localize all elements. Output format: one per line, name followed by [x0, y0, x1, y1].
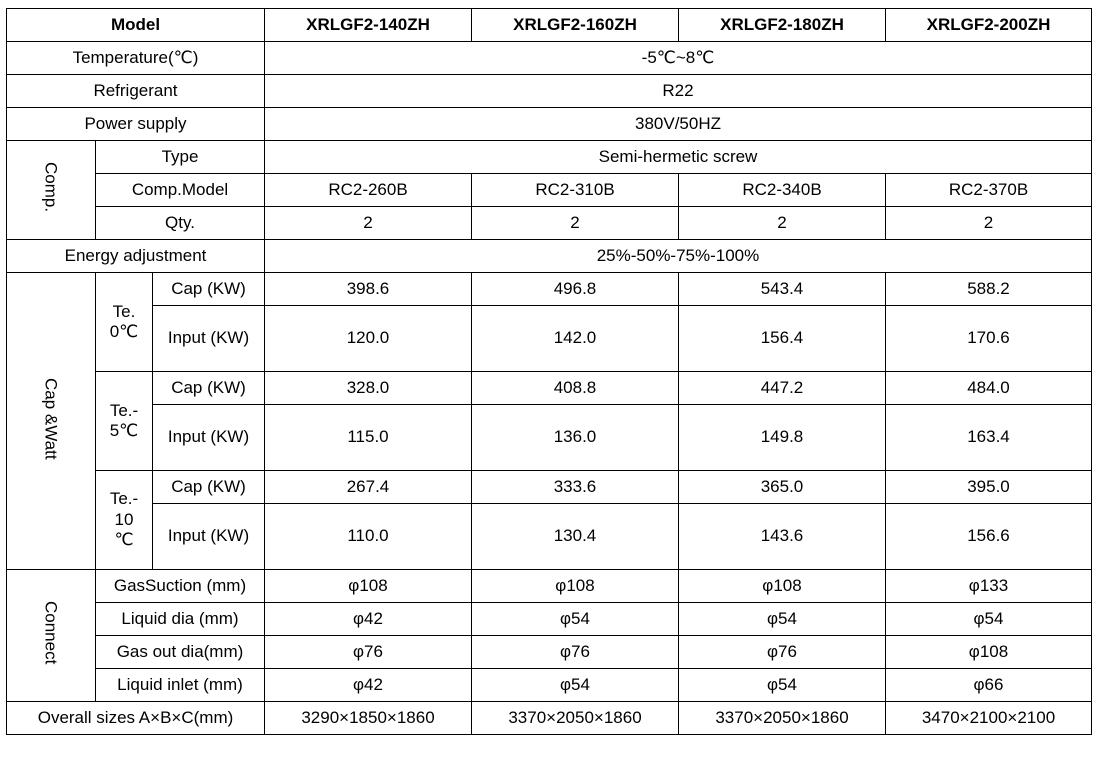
te10-input-3: 143.6: [679, 504, 886, 570]
comp-qty-2: 2: [472, 207, 679, 240]
liquid-dia-3: φ54: [679, 603, 886, 636]
liquid-dia-label: Liquid dia (mm): [96, 603, 265, 636]
te10-cap-1: 267.4: [265, 471, 472, 504]
comp-model-2: RC2-310B: [472, 174, 679, 207]
te10-cap-label: Cap (KW): [153, 471, 265, 504]
te5-cap-1: 328.0: [265, 372, 472, 405]
te5-cap-2: 408.8: [472, 372, 679, 405]
model-2-header: XRLGF2-160ZH: [472, 9, 679, 42]
gas-suction-label: GasSuction (mm): [96, 570, 265, 603]
overall-2: 3370×2050×1860: [472, 702, 679, 735]
gas-suction-4: φ133: [886, 570, 1092, 603]
model-1-header: XRLGF2-140ZH: [265, 9, 472, 42]
gas-out-3: φ76: [679, 636, 886, 669]
te0-input-4: 170.6: [886, 306, 1092, 372]
comp-qty-4: 2: [886, 207, 1092, 240]
te0-cap-2: 496.8: [472, 273, 679, 306]
temperature-value: -5℃~8℃: [265, 42, 1092, 75]
gas-out-label: Gas out dia(mm): [96, 636, 265, 669]
power-label: Power supply: [7, 108, 265, 141]
connect-group-label: Connect: [41, 601, 61, 665]
te0-line1: Te.: [112, 301, 136, 321]
energy-label: Energy adjustment: [7, 240, 265, 273]
liquid-inlet-label: Liquid inlet (mm): [96, 669, 265, 702]
liquid-dia-row: [7, 603, 1092, 636]
spec-table: [6, 8, 1092, 735]
header-row: [7, 9, 1092, 42]
te10-cap-4: 395.0: [886, 471, 1092, 504]
gas-out-row: [7, 636, 1092, 669]
energy-row: [7, 240, 1092, 273]
liquid-inlet-2: φ54: [472, 669, 679, 702]
gas-suction-1: φ108: [265, 570, 472, 603]
comp-model-4: RC2-370B: [886, 174, 1092, 207]
te5-input-row: [7, 405, 1092, 471]
te0-input-3: 156.4: [679, 306, 886, 372]
liquid-dia-1: φ42: [265, 603, 472, 636]
overall-3: 3370×2050×1860: [679, 702, 886, 735]
temperature-label: Temperature(℃): [7, 42, 265, 75]
te0-input-row: [7, 306, 1092, 372]
comp-qty-1: 2: [265, 207, 472, 240]
comp-type-label: Type: [96, 141, 265, 174]
liquid-inlet-3: φ54: [679, 669, 886, 702]
te5-input-1: 115.0: [265, 405, 472, 471]
cap-group-label: Cap &Watt: [41, 377, 61, 460]
gas-suction-2: φ108: [472, 570, 679, 603]
te5-cap-label: Cap (KW): [153, 372, 265, 405]
te10-input-row: [7, 504, 1092, 570]
liquid-dia-2: φ54: [472, 603, 679, 636]
comp-type-row: [7, 141, 1092, 174]
te5-label: [96, 372, 153, 471]
comp-model-3: RC2-340B: [679, 174, 886, 207]
te0-input-label: Input (KW): [153, 306, 265, 372]
te10-cap-2: 333.6: [472, 471, 679, 504]
te10-label: [96, 471, 153, 570]
gas-out-4: φ108: [886, 636, 1092, 669]
temperature-row: [7, 42, 1092, 75]
te5-cap-3: 447.2: [679, 372, 886, 405]
energy-value: 25%-50%-75%-100%: [265, 240, 1092, 273]
gas-out-2: φ76: [472, 636, 679, 669]
comp-model-1: RC2-260B: [265, 174, 472, 207]
te0-cap-row: [7, 273, 1092, 306]
te5-line2: 5℃: [109, 421, 139, 440]
te5-input-3: 149.8: [679, 405, 886, 471]
te5-input-label: Input (KW): [153, 405, 265, 471]
cap-group-cell: [7, 273, 96, 570]
comp-type-value: Semi-hermetic screw: [265, 141, 1092, 174]
te5-cap-4: 484.0: [886, 372, 1092, 405]
te5-input-2: 136.0: [472, 405, 679, 471]
connect-group-cell: [7, 570, 96, 702]
liquid-inlet-4: φ66: [886, 669, 1092, 702]
te10-line1: Te.-: [109, 489, 139, 509]
model-3-header: XRLGF2-180ZH: [679, 9, 886, 42]
overall-row: [7, 702, 1092, 735]
comp-group-label: Comp.: [41, 162, 61, 213]
refrigerant-label: Refrigerant: [7, 75, 265, 108]
te10-line3: ℃: [114, 530, 134, 550]
te0-label: [96, 273, 153, 372]
liquid-inlet-row: [7, 669, 1092, 702]
te0-line2: 0℃: [109, 322, 139, 341]
power-value: 380V/50HZ: [265, 108, 1092, 141]
overall-label: Overall sizes A×B×C(mm): [7, 702, 265, 735]
refrigerant-row: [7, 75, 1092, 108]
gas-out-1: φ76: [265, 636, 472, 669]
te10-line2: 10: [114, 509, 134, 529]
te10-input-4: 156.6: [886, 504, 1092, 570]
te10-cap-3: 365.0: [679, 471, 886, 504]
te0-cap-label: Cap (KW): [153, 273, 265, 306]
te10-input-1: 110.0: [265, 504, 472, 570]
gas-suction-3: φ108: [679, 570, 886, 603]
model-header: Model: [7, 9, 265, 42]
te5-cap-row: [7, 372, 1092, 405]
gas-suction-row: [7, 570, 1092, 603]
comp-qty-3: 2: [679, 207, 886, 240]
comp-qty-label: Qty.: [96, 207, 265, 240]
te5-line1: Te.-: [109, 400, 139, 420]
overall-4: 3470×2100×2100: [886, 702, 1092, 735]
te0-cap-3: 543.4: [679, 273, 886, 306]
overall-1: 3290×1850×1860: [265, 702, 472, 735]
te5-input-4: 163.4: [886, 405, 1092, 471]
liquid-inlet-1: φ42: [265, 669, 472, 702]
comp-model-label: Comp.Model: [96, 174, 265, 207]
comp-model-row: [7, 174, 1092, 207]
power-row: [7, 108, 1092, 141]
comp-group-cell: [7, 141, 96, 240]
te0-cap-4: 588.2: [886, 273, 1092, 306]
liquid-dia-4: φ54: [886, 603, 1092, 636]
te10-cap-row: [7, 471, 1092, 504]
te0-input-2: 142.0: [472, 306, 679, 372]
te10-input-label: Input (KW): [153, 504, 265, 570]
model-4-header: XRLGF2-200ZH: [886, 9, 1092, 42]
te0-cap-1: 398.6: [265, 273, 472, 306]
te0-input-1: 120.0: [265, 306, 472, 372]
te10-input-2: 130.4: [472, 504, 679, 570]
refrigerant-value: R22: [265, 75, 1092, 108]
comp-qty-row: [7, 207, 1092, 240]
